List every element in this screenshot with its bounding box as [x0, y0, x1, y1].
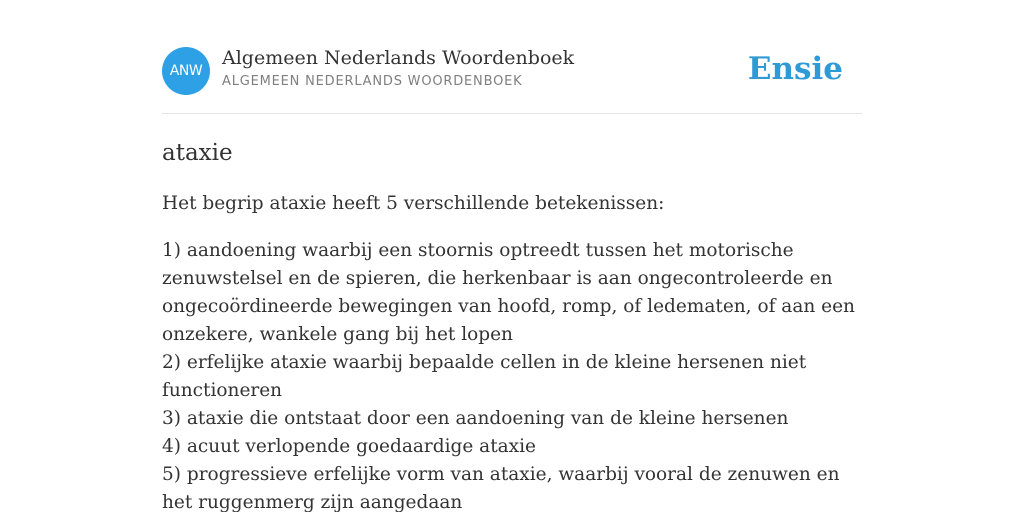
page-title: ataxie [162, 140, 233, 166]
meaning-item-1: 1) aandoening waarbij een stoornis optreedt tussen het motorische zenuwstelsel en de spieren, die herkenbaar is aan ongecontroleerde en ongecoördineerde bewegingen van hoofd, romp, of ledematen, of aan een onzekere, wankele gang bij het lopen [162, 240, 855, 345]
source-title[interactable]: Algemeen Nederlands Woordenboek [222, 47, 575, 69]
avatar[interactable]: ANW [162, 47, 210, 95]
site-header [162, 46, 862, 96]
header-divider [162, 113, 862, 114]
brand-logo[interactable]: Ensie [747, 51, 843, 87]
meaning-item-3: 3) ataxie die ontstaat door een aandoening van de kleine hersenen [162, 408, 789, 429]
meaning-item-4: 4) acuut verlopende goedaardige ataxie [162, 436, 536, 457]
source-title-block [222, 46, 574, 94]
intro-text: Het begrip ataxie heeft 5 verschillende betekenissen: [162, 193, 665, 214]
source-subtitle: ALGEMEEN NEDERLANDS WOORDENBOEK [222, 74, 523, 89]
meaning-item-5: 5) progressieve erfelijke vorm van ataxie, waarbij vooral de zenuwen en het ruggenmerg zijn aangedaan [162, 464, 840, 512]
meaning-item-2: 2) erfelijke ataxie waarbij bepaalde cellen in de kleine hersenen niet functioneren [162, 352, 807, 401]
meanings-list [162, 237, 862, 512]
